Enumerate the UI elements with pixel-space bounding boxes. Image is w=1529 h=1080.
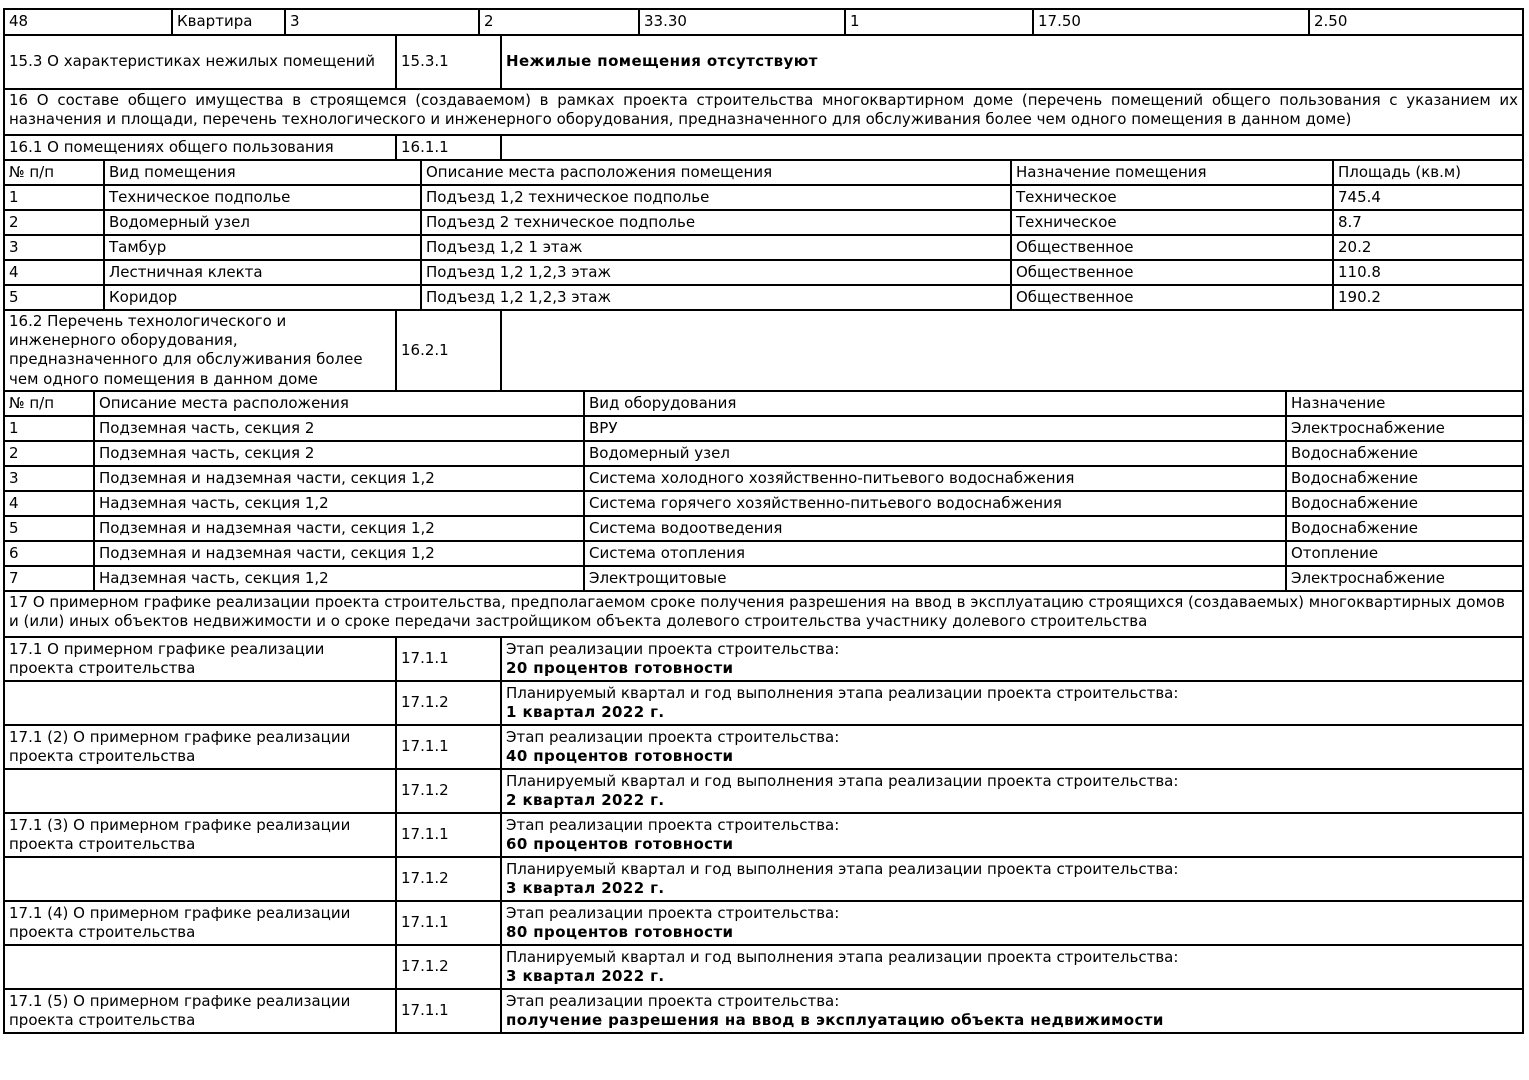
table-row	[4, 235, 1523, 260]
cell-row-number: 1	[4, 416, 94, 441]
schedule-content	[501, 637, 1523, 681]
schedule-label: 17.1 (4) О примерном графике реализации проекта строительства	[4, 901, 396, 945]
section-17-heading-table	[3, 590, 1524, 638]
cell-row-number: 3	[4, 466, 94, 491]
cell-row-number: 1	[4, 185, 104, 210]
schedule-row	[4, 681, 1523, 725]
cell-equipment-location: Подземная и надземная части, секция 1,2	[94, 516, 584, 541]
cell-room-purpose: Техническое	[1011, 210, 1333, 235]
section-16-heading: 16 О составе общего имущества в строящемся (создаваемом) в рамках проекта строительства многоквартирном доме (перечень помещений общего пользования с указанием их назначения и площади, перечень технологического и инженерного оборудования, предназначенного для обслуживания более чем одного помещения в данном доме)	[4, 89, 1523, 135]
schedule-label: 17.1 (5) О примерном графике реализации проекта строительства	[4, 989, 396, 1033]
schedule-row	[4, 725, 1523, 769]
cell-equipment-purpose: Водоснабжение	[1286, 466, 1523, 491]
header-row-number: № п/п	[4, 160, 104, 185]
cell-room-type: Тамбур	[104, 235, 421, 260]
schedule-row	[4, 989, 1523, 1033]
cell-room-purpose: Общественное	[1011, 235, 1333, 260]
schedule-label: 17.1 (2) О примерном графике реализации проекта строительства	[4, 725, 396, 769]
table-row	[4, 416, 1523, 441]
cell-equipment-purpose: Водоснабжение	[1286, 516, 1523, 541]
apartment-rooms-cell: 2	[479, 9, 639, 35]
schedule-code: 17.1.1	[396, 989, 501, 1033]
section-16-2-value	[501, 310, 1523, 391]
apartment-row-table	[3, 8, 1524, 36]
cell-room-type: Водомерный узел	[104, 210, 421, 235]
cell-room-area: 20.2	[1333, 235, 1523, 260]
apartment-kitchen-area-cell: 2.50	[1309, 9, 1523, 35]
section-16-1-table	[3, 134, 1524, 161]
schedule-caption: Планируемый квартал и год выполнения этапа реализации проекта строительства:	[506, 771, 1179, 790]
cell-equipment-purpose: Водоснабжение	[1286, 491, 1523, 516]
schedule-value: получение разрешения на ввод в эксплуатацию объекта недвижимости	[506, 1010, 1164, 1029]
cell-equipment-type: ВРУ	[584, 416, 1286, 441]
cell-equipment-location: Надземная часть, секция 1,2	[94, 566, 584, 591]
schedule-label	[4, 681, 396, 725]
cell-room-type: Коридор	[104, 285, 421, 310]
cell-equipment-type: Система отопления	[584, 541, 1286, 566]
schedule-content	[501, 681, 1523, 725]
header-room-location: Описание места расположения помещения	[421, 160, 1011, 185]
common-rooms-table	[3, 159, 1524, 311]
section-16-1-label: 16.1 О помещениях общего пользования	[4, 135, 396, 160]
schedule-content	[501, 857, 1523, 901]
schedule-value: 1 квартал 2022 г.	[506, 702, 665, 721]
schedule-value: 20 процентов готовности	[506, 658, 734, 677]
schedule-value: 80 процентов готовности	[506, 922, 734, 941]
cell-equipment-location: Подземная и надземная части, секция 1,2	[94, 466, 584, 491]
cell-equipment-purpose: Электроснабжение	[1286, 566, 1523, 591]
cell-row-number: 5	[4, 285, 104, 310]
cell-equipment-location: Подземная и надземная части, секция 1,2	[94, 541, 584, 566]
table-row	[4, 566, 1523, 591]
apartment-row	[4, 9, 1523, 35]
table-row	[4, 260, 1523, 285]
schedule-caption: Планируемый квартал и год выполнения этапа реализации проекта строительства:	[506, 947, 1179, 966]
cell-room-purpose: Общественное	[1011, 285, 1333, 310]
table-row	[4, 466, 1523, 491]
schedule-caption: Этап реализации проекта строительства:	[506, 639, 840, 658]
schedule-row	[4, 945, 1523, 989]
schedule-row	[4, 769, 1523, 813]
cell-equipment-purpose: Отопление	[1286, 541, 1523, 566]
schedule-row	[4, 637, 1523, 681]
cell-room-area: 8.7	[1333, 210, 1523, 235]
section-16-heading-table	[3, 88, 1524, 136]
apartment-area-cell: 33.30	[639, 9, 845, 35]
schedule-code: 17.1.2	[396, 681, 501, 725]
common-rooms-header-row	[4, 160, 1523, 185]
header-row-number: № п/п	[4, 391, 94, 416]
cell-row-number: 4	[4, 491, 94, 516]
schedule-label	[4, 769, 396, 813]
schedule-label	[4, 857, 396, 901]
schedule-label: 17.1 О примерном графике реализации проекта строительства	[4, 637, 396, 681]
schedule-caption: Этап реализации проекта строительства:	[506, 815, 840, 834]
table-row	[4, 516, 1523, 541]
schedule-row	[4, 813, 1523, 857]
cell-row-number: 5	[4, 516, 94, 541]
section-17-heading: 17 О примерном графике реализации проекта строительства, предполагаемом сроке получения разрешения на ввод в эксплуатацию строящихся (создаваемых) многоквартирных домов и (или) иных объектов недвижимости и о сроке передачи застройщиком объекта долевого строительства участнику долевого строительства	[4, 591, 1523, 637]
table-row	[4, 541, 1523, 566]
apartment-floor-cell: 3	[285, 9, 479, 35]
schedule-content	[501, 901, 1523, 945]
cell-row-number: 2	[4, 441, 94, 466]
section-17-heading-row	[4, 591, 1523, 637]
cell-room-location: Подъезд 1,2 1,2,3 этаж	[421, 285, 1011, 310]
apartment-type-cell: Квартира	[172, 9, 285, 35]
header-equipment-purpose: Назначение	[1286, 391, 1523, 416]
header-room-purpose: Назначение помещения	[1011, 160, 1333, 185]
schedule-caption: Планируемый квартал и год выполнения этапа реализации проекта строительства:	[506, 859, 1179, 878]
cell-equipment-type: Система водоотведения	[584, 516, 1286, 541]
schedule-content	[501, 945, 1523, 989]
cell-room-location: Подъезд 1,2 1,2,3 этаж	[421, 260, 1011, 285]
cell-row-number: 3	[4, 235, 104, 260]
schedule-caption: Этап реализации проекта строительства:	[506, 991, 840, 1010]
section-16-2-row	[4, 310, 1523, 391]
section-15-3-table	[3, 34, 1524, 90]
schedule-code: 17.1.1	[396, 901, 501, 945]
schedule-code: 17.1.2	[396, 857, 501, 901]
schedule-value: 3 квартал 2022 г.	[506, 966, 665, 985]
schedule-content	[501, 725, 1523, 769]
table-row	[4, 441, 1523, 466]
section-16-heading-row	[4, 89, 1523, 135]
cell-row-number: 7	[4, 566, 94, 591]
cell-room-area: 110.8	[1333, 260, 1523, 285]
schedule-caption: Этап реализации проекта строительства:	[506, 903, 840, 922]
header-equipment-location: Описание места расположения	[94, 391, 584, 416]
schedule-code: 17.1.2	[396, 769, 501, 813]
header-room-area: Площадь (кв.м)	[1333, 160, 1523, 185]
schedule-code: 17.1.2	[396, 945, 501, 989]
schedule-value: 40 процентов готовности	[506, 746, 734, 765]
cell-room-purpose: Общественное	[1011, 260, 1333, 285]
table-row	[4, 185, 1523, 210]
cell-room-location: Подъезд 1,2 техническое подполье	[421, 185, 1011, 210]
schedule-value: 3 квартал 2022 г.	[506, 878, 665, 897]
section-16-1-value	[501, 135, 1523, 160]
section-16-2-code: 16.2.1	[396, 310, 501, 391]
cell-row-number: 2	[4, 210, 104, 235]
cell-room-type: Техническое подполье	[104, 185, 421, 210]
cell-room-area: 190.2	[1333, 285, 1523, 310]
cell-room-location: Подъезд 2 техническое подполье	[421, 210, 1011, 235]
cell-equipment-location: Подземная часть, секция 2	[94, 441, 584, 466]
cell-equipment-type: Водомерный узел	[584, 441, 1286, 466]
schedule-row	[4, 901, 1523, 945]
section-16-2-table	[3, 309, 1524, 392]
section-16-2-label: 16.2 Перечень технологического и инженерного оборудования, предназначенного для обслуживания более чем одного помещения в данном доме	[4, 310, 396, 391]
cell-equipment-type: Электрощитовые	[584, 566, 1286, 591]
schedule-caption: Планируемый квартал и год выполнения этапа реализации проекта строительства:	[506, 683, 1179, 702]
cell-room-purpose: Техническое	[1011, 185, 1333, 210]
schedule-code: 17.1.1	[396, 637, 501, 681]
schedule-code: 17.1.1	[396, 813, 501, 857]
schedule-label: 17.1 (3) О примерном графике реализации проекта строительства	[4, 813, 396, 857]
equipment-table	[3, 390, 1524, 592]
cell-row-number: 4	[4, 260, 104, 285]
cell-room-location: Подъезд 1,2 1 этаж	[421, 235, 1011, 260]
section-15-3-row	[4, 35, 1523, 89]
schedule-value: 60 процентов готовности	[506, 834, 734, 853]
table-row	[4, 285, 1523, 310]
table-row	[4, 210, 1523, 235]
apartment-count-cell: 1	[845, 9, 1033, 35]
schedule-value: 2 квартал 2022 г.	[506, 790, 665, 809]
schedule-table	[3, 636, 1524, 1034]
header-equipment-type: Вид оборудования	[584, 391, 1286, 416]
schedule-row	[4, 857, 1523, 901]
cell-equipment-type: Система горячего хозяйственно-питьевого водоснабжения	[584, 491, 1286, 516]
section-16-1-code: 16.1.1	[396, 135, 501, 160]
schedule-content	[501, 813, 1523, 857]
equipment-header-row	[4, 391, 1523, 416]
apartment-number-cell: 48	[4, 9, 172, 35]
cell-room-area: 745.4	[1333, 185, 1523, 210]
cell-equipment-purpose: Водоснабжение	[1286, 441, 1523, 466]
cell-equipment-purpose: Электроснабжение	[1286, 416, 1523, 441]
section-15-3-value: Нежилые помещения отсутствуют	[501, 35, 1523, 89]
apartment-living-area-cell: 17.50	[1033, 9, 1309, 35]
cell-equipment-location: Надземная часть, секция 1,2	[94, 491, 584, 516]
schedule-content	[501, 769, 1523, 813]
cell-row-number: 6	[4, 541, 94, 566]
table-row	[4, 491, 1523, 516]
schedule-label	[4, 945, 396, 989]
schedule-content	[501, 989, 1523, 1033]
section-15-3-code: 15.3.1	[396, 35, 501, 89]
section-16-1-row	[4, 135, 1523, 160]
schedule-caption: Этап реализации проекта строительства:	[506, 727, 840, 746]
header-room-type: Вид помещения	[104, 160, 421, 185]
schedule-code: 17.1.1	[396, 725, 501, 769]
cell-room-type: Лестничная клекта	[104, 260, 421, 285]
section-15-3-label: 15.3 О характеристиках нежилых помещений	[4, 35, 396, 89]
cell-equipment-location: Подземная часть, секция 2	[94, 416, 584, 441]
cell-equipment-type: Система холодного хозяйственно-питьевого водоснабжения	[584, 466, 1286, 491]
